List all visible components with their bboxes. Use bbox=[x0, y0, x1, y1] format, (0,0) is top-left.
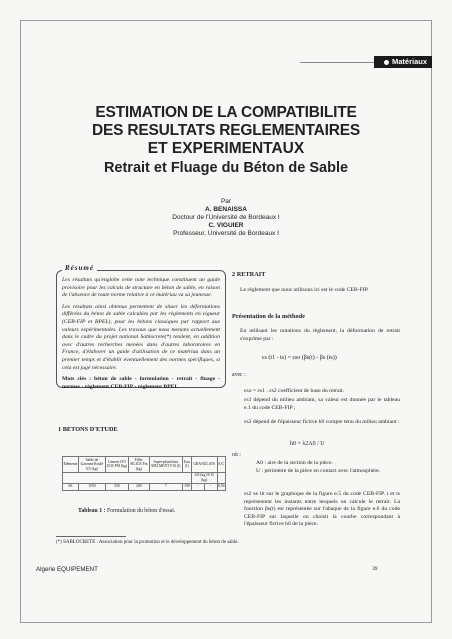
table-subheader: 4/8 (kg) 8/15 (kg) bbox=[192, 472, 217, 483]
subtitle: Retrait et Fluage du Béton de Sable bbox=[103, 160, 349, 176]
keywords bbox=[62, 376, 220, 391]
title-line-3: ET EXPERIMENTAUX bbox=[147, 140, 305, 157]
table-cell: 350 bbox=[106, 483, 129, 490]
author1-name: A. BENAISSA bbox=[205, 206, 247, 213]
title-line-2: DES RESULTATS REGLEMENTAIRES bbox=[92, 122, 360, 139]
formula-h0: h0 = λ2A0 / U bbox=[290, 441, 325, 447]
avec-label: avec : bbox=[232, 372, 246, 378]
bullet-icon bbox=[384, 60, 389, 65]
keywords-label: Mots clés : bbox=[62, 376, 92, 383]
method-heading: Présentation de la méthode bbox=[232, 313, 305, 320]
table-cell: 7 bbox=[149, 483, 182, 490]
byline-par: Par bbox=[220, 198, 232, 205]
table-header: Sable de Garonne Roulé 0/5 (kg) bbox=[78, 457, 105, 473]
section2-intro: Le règlement que nous utilisons ici est le code CEB-FIP. bbox=[240, 287, 369, 293]
header-rule bbox=[300, 62, 380, 63]
def-a0: A0 : aire de la section de la pièce. bbox=[256, 460, 333, 466]
table-header: Ciment CPJ 45 R PM (kg) bbox=[106, 457, 129, 473]
def-u: U : périmètre de la pièce en contact avec l'atmosphère. bbox=[256, 468, 381, 474]
author2-name: C. VIGUIER bbox=[208, 222, 244, 229]
footnote-rule bbox=[56, 536, 126, 537]
table-cell: 1550 bbox=[78, 483, 105, 490]
section-tag bbox=[374, 56, 432, 68]
title-line-1: ESTIMATION DE LA COMPATIBILITE bbox=[95, 104, 357, 121]
table-cell: 0,56 bbox=[218, 484, 225, 489]
resume-p2: Les résultats ainsi obtenus permettent de situer les déformations différées du béton de sable calculées par les règlements en vigueur (CEB-FIP et BPEL), pour les bétons classiques par rapport aux valeurs expérimentales. Les travaux que nous menons actuellement dans le cadre du projet national Sablocrete(*) tendent, en addition avec d'autres recherches menées dans d'autres laboratoires en France, d'élaborer un guide d'utilisation de ce matériau dans un premier temps et d'établir éventuellement des normes spécifiques, si cela est jugé nécessaire. bbox=[62, 303, 220, 371]
def-es1: εs1 dépend du milieu ambiant, sa valeur est donnée par le tableau e.1 du code CEB-FIP ; bbox=[244, 397, 400, 411]
table-cell: 198 bbox=[184, 484, 190, 489]
table-header: Super-plastifiant MELMENT F10 (l) bbox=[149, 457, 182, 473]
section1-heading: 1 BETONS D'ETUDE bbox=[58, 426, 118, 433]
table-row bbox=[63, 483, 226, 490]
table-header: E/C bbox=[217, 457, 226, 473]
table-cell: SS bbox=[63, 483, 79, 490]
def-es2: εs2 dépend de l'épaisseur fictive h0 compte tenu du milieu ambiant : bbox=[244, 419, 400, 425]
def-es2-lecture: εs2 se lit sur le graphique de la figure e.5 du code CEB-FIP. t et ts représentent les instants entre lesquels on calcule le retrait. La fonction βs(t) est représentée sur l'abaque de la figure e.6 du code CEB-FIP sur laquelle on choisit la courbe correspondant à l'épaisseur fictive h0 de la pièce. bbox=[244, 491, 400, 528]
table-cell: 200 bbox=[128, 483, 149, 490]
caption-label: Tableau 1 : bbox=[78, 508, 106, 514]
table-cell: - bbox=[192, 483, 205, 490]
ou-label: où : bbox=[232, 452, 241, 458]
formulation-table bbox=[62, 456, 226, 491]
resume-p1: Les résultats qu'englobe cette note technique constituent un guide provisoire pour les calculs de structure en béton de sable, en raison de l'absence de toute norme relative à ce matériau vu sa jeunesse. bbox=[62, 277, 220, 299]
table-cell: - bbox=[204, 483, 217, 490]
table-header: Eau (l) bbox=[182, 457, 191, 473]
table-header: GRANULATS bbox=[192, 457, 217, 473]
resume-body bbox=[62, 277, 220, 395]
page-number: 39 bbox=[372, 566, 378, 572]
caption-text: Formulation du béton d'essai. bbox=[106, 508, 176, 514]
footnote: (*) SABLOCRETE : Association pour la promotion et le développement du béton de sable. bbox=[56, 540, 239, 545]
author2-affil: Professeur, Université de Bordeaux I bbox=[173, 230, 279, 237]
keywords-text: béton de sable - formulation - retrait - fluage - normes - règlement CEB-FIP - règlement BPEL. bbox=[62, 376, 221, 390]
section2-heading: 2 RETRAIT bbox=[232, 271, 266, 278]
def-eso: εso = εs1 . εs2 coefficient de base du retrait. bbox=[244, 388, 345, 394]
resume-label: Résumé bbox=[62, 264, 97, 272]
table-header: Eléments bbox=[63, 457, 79, 473]
method-text: En utilisant les notations du règlement, la déformation de retrait s'exprime par : bbox=[240, 328, 400, 342]
journal-name: Algerie EQUIPEMENT bbox=[36, 566, 98, 573]
table-header: Filler SILICE Fin (kg) bbox=[130, 457, 148, 471]
section-label: Matériaux bbox=[391, 57, 427, 66]
author1-affil: Doctour de l'Université de Bordeaux I bbox=[172, 214, 280, 221]
formula-retrait: εs (t1 - ts) = εso (βs(t) - βs (ts)) bbox=[262, 355, 337, 361]
table-caption bbox=[78, 508, 175, 514]
